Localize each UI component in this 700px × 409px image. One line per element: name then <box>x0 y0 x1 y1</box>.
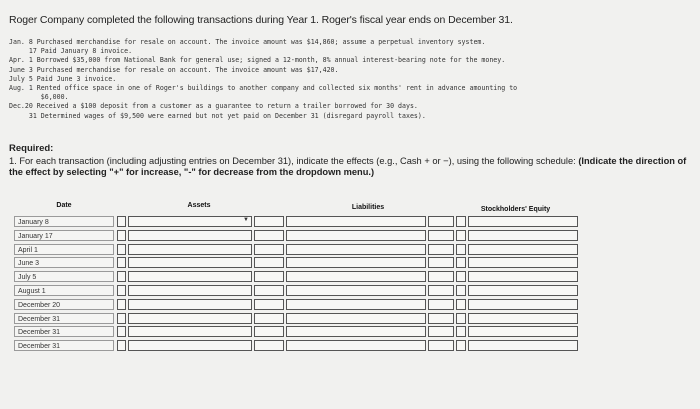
effect-dropdown[interactable] <box>286 244 426 255</box>
effect-dropdown[interactable] <box>468 244 578 255</box>
sign-dropdown[interactable] <box>428 313 454 324</box>
effect-dropdown[interactable] <box>128 244 252 255</box>
sign-dropdown[interactable] <box>456 216 466 227</box>
date-cell: January 17 <box>14 230 114 241</box>
effect-dropdown[interactable] <box>128 326 252 337</box>
transaction-line: Aug. 1 Rented office space in one of Roger's buildings to another company and collected six months' rent in advance amounting to <box>9 84 518 93</box>
sign-dropdown[interactable] <box>117 340 126 351</box>
date-cell: December 31 <box>14 326 114 337</box>
effect-dropdown[interactable] <box>468 340 578 351</box>
question-plain: 1. For each transaction (including adjusting entries on December 31), indicate the effects (e.g., Cash + or −), using the following schedule: <box>9 156 579 166</box>
header-equity: Stockholders' Equity <box>480 206 551 213</box>
sign-dropdown[interactable] <box>456 340 466 351</box>
sign-dropdown[interactable] <box>456 271 466 282</box>
sign-dropdown[interactable] <box>117 326 126 337</box>
sign-dropdown[interactable] <box>428 326 454 337</box>
effect-dropdown[interactable] <box>468 257 578 268</box>
sign-dropdown[interactable] <box>456 257 466 268</box>
transactions-list <box>9 38 697 121</box>
sign-dropdown[interactable] <box>428 271 454 282</box>
transaction-line: $6,000. <box>9 93 69 102</box>
effect-dropdown[interactable] <box>468 216 578 227</box>
effect-dropdown[interactable] <box>128 285 252 296</box>
effects-schedule-table <box>14 202 579 372</box>
header-assets: Assets <box>187 202 211 209</box>
effect-dropdown[interactable] <box>128 313 252 324</box>
transaction-line: 31 Determined wages of $9,500 were earned but not yet paid on December 31 (disregard payroll taxes). <box>9 111 426 120</box>
sign-dropdown[interactable] <box>254 257 284 268</box>
effect-dropdown[interactable] <box>286 271 426 282</box>
effect-dropdown[interactable] <box>128 340 252 351</box>
sign-dropdown[interactable] <box>254 313 284 324</box>
question-text <box>9 156 699 178</box>
effect-dropdown[interactable] <box>468 230 578 241</box>
date-cell: April 1 <box>14 244 114 255</box>
date-cell: December 31 <box>14 313 114 324</box>
transaction-line: Jan. 8 Purchased merchandise for resale on account. The invoice amount was $14,860; assume a perpetual inventory system. <box>9 38 486 46</box>
sign-dropdown[interactable] <box>456 299 466 310</box>
sign-dropdown[interactable] <box>117 216 126 227</box>
effect-dropdown[interactable] <box>468 313 578 324</box>
sign-dropdown[interactable] <box>117 271 126 282</box>
sign-dropdown[interactable] <box>254 340 284 351</box>
sign-dropdown[interactable] <box>254 271 284 282</box>
date-cell: December 31 <box>14 340 114 351</box>
sign-dropdown[interactable] <box>117 244 126 255</box>
transaction-line: June 3 Purchased merchandise for resale on account. The invoice amount was $17,420. <box>9 65 339 74</box>
sign-dropdown[interactable] <box>254 285 284 296</box>
effect-dropdown[interactable] <box>286 326 426 337</box>
sign-dropdown[interactable] <box>456 313 466 324</box>
sign-dropdown[interactable] <box>428 285 454 296</box>
required-label: Required: <box>9 143 54 154</box>
sign-dropdown[interactable] <box>254 216 284 227</box>
sign-dropdown[interactable] <box>456 285 466 296</box>
sign-dropdown[interactable] <box>456 244 466 255</box>
transaction-line: 17 Paid January 8 invoice. <box>9 47 133 56</box>
effect-dropdown[interactable] <box>286 216 426 227</box>
transaction-line: Apr. 1 Borrowed $35,000 from National Bank for general use; signed a 12-month, 8% annual interest-bearing note for the money. <box>9 56 506 65</box>
sign-dropdown[interactable] <box>117 230 126 241</box>
sign-dropdown[interactable] <box>117 313 126 324</box>
date-cell: January 8 <box>14 216 114 227</box>
date-cell: June 3 <box>14 257 114 268</box>
effect-dropdown[interactable] <box>286 340 426 351</box>
effect-dropdown[interactable] <box>128 257 252 268</box>
sign-dropdown[interactable] <box>117 257 126 268</box>
effect-dropdown[interactable] <box>128 216 252 227</box>
sign-dropdown[interactable] <box>428 299 454 310</box>
sign-dropdown[interactable] <box>254 230 284 241</box>
effect-dropdown[interactable] <box>468 271 578 282</box>
sign-dropdown[interactable] <box>254 326 284 337</box>
sign-dropdown[interactable] <box>254 244 284 255</box>
sign-dropdown[interactable] <box>117 285 126 296</box>
transaction-line: July 5 Paid June 3 invoice. <box>9 74 117 83</box>
effect-dropdown[interactable] <box>286 313 426 324</box>
sign-dropdown[interactable] <box>428 216 454 227</box>
sign-dropdown[interactable] <box>428 257 454 268</box>
sign-dropdown[interactable] <box>117 299 126 310</box>
effect-dropdown[interactable] <box>286 299 426 310</box>
effect-dropdown[interactable] <box>128 271 252 282</box>
date-cell: December 20 <box>14 299 114 310</box>
date-cell: August 1 <box>14 285 114 296</box>
sign-dropdown[interactable] <box>254 299 284 310</box>
header-date: Date <box>56 202 72 209</box>
effect-dropdown[interactable] <box>128 230 252 241</box>
sign-dropdown[interactable] <box>428 244 454 255</box>
effect-dropdown[interactable] <box>286 257 426 268</box>
sign-dropdown[interactable] <box>456 326 466 337</box>
header-liabilities: Liabilities <box>351 204 385 211</box>
chevron-down-icon: ▼ <box>243 217 249 223</box>
effect-dropdown[interactable] <box>468 326 578 337</box>
effect-dropdown[interactable] <box>128 299 252 310</box>
date-cell: July 5 <box>14 271 114 282</box>
sign-dropdown[interactable] <box>456 230 466 241</box>
effect-dropdown[interactable] <box>468 299 578 310</box>
intro-text: Roger Company completed the following transactions during Year 1. Roger's fiscal year ends on December 31. <box>9 14 513 26</box>
sign-dropdown[interactable] <box>428 230 454 241</box>
sign-dropdown[interactable] <box>428 340 454 351</box>
effect-dropdown[interactable] <box>286 285 426 296</box>
effect-dropdown[interactable] <box>468 285 578 296</box>
question-bold: (Indicate the direction of the effect by selecting "+" for increase, "-" for decrease from the dropdown menu.) <box>9 156 687 177</box>
effect-dropdown[interactable] <box>286 230 426 241</box>
transaction-line: Dec.20 Received a $100 deposit from a customer as a guarantee to return a trailer borrowed for 30 days. <box>9 102 418 111</box>
